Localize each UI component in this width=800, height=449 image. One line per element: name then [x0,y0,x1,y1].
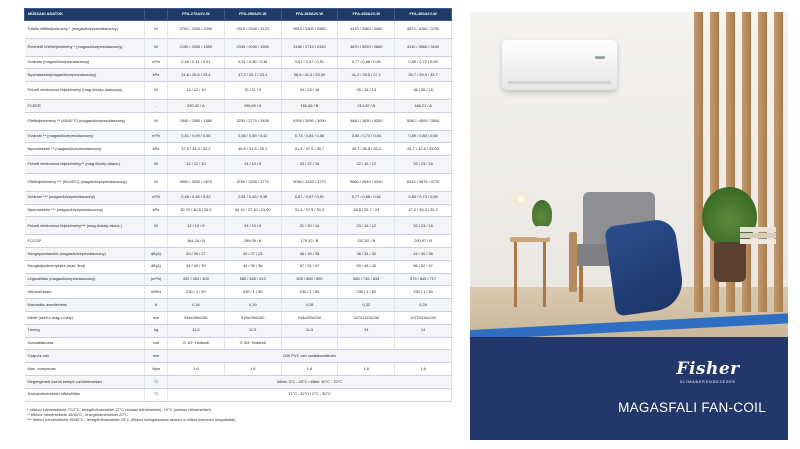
footnote: * hűtővíz hőmérséklete 7/12°C, levegőhőmérséklet 27°C (száraz hőmérséklet), 19°C (nedves hőmérséklet) [27,406,211,412]
value-cell: 37,5 / 34,9 / 30,2 [168,143,225,156]
unit-cell: - [145,99,168,112]
value-cell: 0,51 / 0,49 / 0,46 [168,130,225,143]
value-cell: 1,6 [224,363,281,376]
value-cell: 186,21 / A [395,99,452,112]
brochure-cover [470,12,788,440]
unit-cell: Mpa [145,363,168,376]
blue-blanket-image [604,218,686,317]
value-cell: 3870 / 3290 / 2860 [338,38,395,56]
table-row [25,56,452,69]
footnotes [24,407,451,423]
value-cell: 41,2 / 33,5 / 27,1 [338,69,395,82]
table-row [25,299,452,312]
parameter-label: Nyomásesés ** (magas/közepes/alacsony) [25,143,145,156]
value-cell: 492 / 454 / 400 [168,273,225,286]
value-cell: 31 / 20 / 14 [281,217,338,235]
parameter-label: FCEER [25,99,145,112]
parameter-label: Felvett elektromos teljesítmény** (mag./közép./alacs.) [25,156,145,174]
value-cell: 50 / 48 / 42 [338,260,395,273]
unit-cell: dB(A) [145,260,168,273]
unit-cell: W [145,82,168,100]
value-cell: 230,42 / A [168,99,225,112]
value-cell: 5060 / 4320 / 3770 [281,173,338,191]
small-plant-image [532,200,552,240]
unit-cell: W [145,173,168,191]
value-cell: 160,66 / B [281,99,338,112]
table-row [25,21,452,39]
parameter-label: Totális hűtőteljesítmény * (magas/közepes/alacsony) [25,21,145,39]
table-row [25,99,452,112]
value-cell: 184,34 / B [168,235,225,248]
value-cell: 915x290x230 [168,311,225,324]
value-cell: 40,6 / 31,5 / 25,1 [224,143,281,156]
value-cell: 11,5 [168,324,225,337]
parameter-label: Méret (széll.x mag.x mély) [25,311,145,324]
value-cell: 230 / 1 / 50 [338,286,395,299]
value-cell: 4470 / 3980 / 3480 [338,21,395,39]
value-cell: 13 / 12 / 10 [168,82,225,100]
brand-subtitle: KLÍMABERENDEZÉSEK [680,380,736,384]
value-cell: 36,8 / 29,7 / 24 [338,204,395,217]
unit-cell: kPa [145,69,168,82]
unit-cell: m³/h [145,191,168,204]
unit-cell: °C [145,375,168,388]
table-row [25,143,452,156]
unit-cell: kg [145,324,168,337]
parameter-label: Szobahőmérséklet hűtés/fűtés [25,388,145,401]
value-cell: 0,46 / 0,45 / 0,42 [168,191,225,204]
unit-cell: A [145,299,168,312]
value-cell: 0,67 / 0,57 / 0,51 [281,191,338,204]
value-cell [395,337,452,350]
table-row [25,69,452,82]
value-cell: 3760 / 3300 / 2770 [224,173,281,191]
parameter-label: Nyomásesés(magas/közepes/alacsony) [25,69,145,82]
value-cell: 2700 / 2390 / 2390 [168,21,225,39]
value-cell: 1072x315x230 [395,311,452,324]
unit-cell: kPa [145,143,168,156]
value-cell: 14 [395,324,452,337]
value-cell: 6310 / 5570 / 4770 [395,173,452,191]
value-cell: 33 / 23 / 16 [395,156,452,174]
column-header-model: FFA-270A2V-W [168,9,225,21]
value-cell: 22 / 16 / 12 [338,156,395,174]
value-cell: 1,6 [168,363,225,376]
unit-cell: W [145,156,168,174]
side-table-image [510,237,550,307]
spec-sheet [24,8,451,444]
unit-cell: (m³/h) [145,273,168,286]
value-cell: 230 / 1 / 50 [224,286,281,299]
value-cell: 915x290x230 [281,311,338,324]
value-cell: 1072x315x230 [338,311,395,324]
value-cell: 14 / 10 / 8 [224,156,281,174]
value-cell: 56,6 / 41,3 / 33,00 [281,69,338,82]
value-cell: 585 / 465 / 413 [224,273,281,286]
value-cell: 33 / 23 / 16 [395,217,452,235]
unit-cell: dB(A) [145,247,168,260]
value-cell: hűtés: 3°C - 20°C / fűtés: 30°C - 70°C [168,375,452,388]
value-cell: 50,7 / 39,9 / 33,7 [395,69,452,82]
value-cell: 0,67 / 0,57 / 0,51 [281,56,338,69]
air-conditioner-unit-image [502,40,617,90]
value-cell: 1,6 [281,363,338,376]
parameter-label: Vízáram ** (magas/közepes/alacsony) [25,130,145,143]
parameter-label: Maximális áramfelvétel [25,299,145,312]
value-cell: 37,2 / 29,7 / 23,4 [224,69,281,82]
value-cell [281,337,338,350]
unit-cell: mm [145,311,168,324]
spec-table-header [25,9,452,21]
value-cell: 0,85 / 0,72 / 0,65 [395,56,452,69]
parameter-label: Nyomásesés *** (magas/közepes/alacsony) [25,204,145,217]
value-cell: 3230 / 2770 / 2400 [224,112,281,130]
value-cell: 31,6 / 26,6 / 25,4 [168,69,225,82]
value-cell: 660 / 745 / 634 [338,273,395,286]
value-cell: 3990 / 3030 / 2670 [168,173,225,191]
value-cell: 51,7 / 42,6 / 33,00 [395,143,452,156]
parameter-label: Fűtőteljesítmény *** (50/45°C) (magas/közepes/alacsony) [25,173,145,191]
value-cell: 12 / 10 / 8 [168,217,225,235]
value-cell: 979 / 849 / 717 [395,273,452,286]
value-cell: 0,16 [168,299,225,312]
value-cell: 230 / 1 / 50 [281,286,338,299]
value-cell: G 1/2" Hollandi [168,337,225,350]
value-cell: 230 / 1 / 50 [168,286,225,299]
value-cell: 200,97 / B [395,235,452,248]
value-cell: 0,77 / 0,68 / 0,61 [338,56,395,69]
value-cell: 43,7 / 35,8 / 26,3 [338,143,395,156]
value-cell: 0,32 [338,299,395,312]
value-cell: 23 / 16 / 12 [338,217,395,235]
parameter-label: Csapvíz cső [25,350,145,363]
value-cell: 5660 / 4940 / 4240 [338,173,395,191]
value-cell: 34,10 / 27,10 / 21,00 [224,204,281,217]
value-cell: 0,39 [395,299,452,312]
value-cell: 2940 / 2500 / 1860 [168,112,225,130]
value-cell: 46 / 39 / 35 [281,247,338,260]
value-cell: 0,28 [281,299,338,312]
table-row [25,363,452,376]
value-cell: 17°C - 32°C / 0°C - 30°C [168,388,452,401]
table-row [25,350,452,363]
value-cell: 47,2 / 36,3 / 30,3 [395,204,452,217]
spec-table-body [25,21,452,402]
table-row [25,260,452,273]
table-row [25,191,452,204]
unit-cell: - [145,235,168,248]
value-cell: 0,73 / 0,64 / 0,56 [281,130,338,143]
title-band [470,337,788,440]
column-header-model: FFA-450A2V-W [338,9,395,21]
value-cell: 825 / 689 / 590 [281,273,338,286]
value-cell: 15 / 11 / 9 [224,82,281,100]
table-row [25,375,452,388]
parameter-label: Hangteljesítményszint (max. fent) [25,260,145,273]
column-header-unit [145,9,168,21]
value-cell: 11,5 [281,324,338,337]
value-cell: 4110 / 3560 / 3100 [395,38,452,56]
parameter-label: Tömeg [25,324,145,337]
books-image [740,227,776,247]
unit-cell: coll [145,337,168,350]
unit-cell: m³/h [145,56,168,69]
value-cell: 0,51 / 0,46 / 0,38 [224,56,281,69]
value-cell: 32,70 / 30,5 / 26,5 [168,204,225,217]
column-header-model: FFA-290A2V-W [224,9,281,21]
lamp-icon [514,192,528,206]
value-cell: 44 / 39 / 36 [224,260,281,273]
value-cell: 56 / 52 / 47 [395,260,452,273]
value-cell: 915x290x230 [224,311,281,324]
value-cell: 61,9 / 47,5 / 35,7 [281,143,338,156]
value-cell: 1,6 [395,363,452,376]
value-cell: 0,77 / 0,68 / 0,61 [338,191,395,204]
unit-cell: kPa [145,204,168,217]
table-row [25,311,452,324]
value-cell: 179,32 / B [281,235,338,248]
table-row [25,337,452,350]
value-cell: 0,89 / 0,80 / 0,68 [395,130,452,143]
value-cell: 44 / 40 / 36 [395,247,452,260]
value-cell [338,337,395,350]
value-cell: 3610 / 3300 / 2880 [281,21,338,39]
value-cell: 2330 / 2000 / 1650 [224,38,281,56]
unit-cell: W [145,112,168,130]
table-row [25,38,452,56]
value-cell: 2910 / 2540 / 2120 [224,21,281,39]
parameter-label: Légszállítás (magas/közepes/alacsony) [25,273,145,286]
parameter-label: Vízcsatlakozás [25,337,145,350]
value-cell: 12 / 12 / 10 [168,156,225,174]
value-cell: 0,46 / 0,41 / 0,41 [168,56,225,69]
value-cell: 44 / 40 / 39 [168,260,225,273]
parameter-label: Hangnyomásszint (magas/közepes/alacsony) [25,247,145,260]
value-cell: 0,56 / 0,49 / 0,42 [224,130,281,143]
table-row [25,273,452,286]
parameter-label: Vízáram (magas/közepes/alacsony) [25,56,145,69]
parameter-label: Felvett elektromos teljesítmény*** (mag./közép./alacs.) [25,217,145,235]
value-cell: 30 / 30 / 27 [168,247,225,260]
unit-cell: mm [145,350,168,363]
value-cell: 36 / 26 / 18 [395,82,452,100]
unit-cell: V/f/Hz [145,286,168,299]
table-row [25,130,452,143]
parameter-label: FCCOP [25,235,145,248]
parameter-label: Hálózati áram [25,286,145,299]
table-row [25,217,452,235]
value-cell: 26 / 18 / 13 [338,82,395,100]
value-cell: 0,84 / 0,73 / 0,64 [338,130,395,143]
unit-cell: W [145,21,168,39]
table-row [25,235,452,248]
value-cell: 4870 / 4260 / 3790 [395,21,452,39]
value-cell: 14 / 10 / 8 [224,217,281,235]
column-header-parameter: MŰSZAKI ADATOK [25,9,145,21]
value-cell: 33 / 22 / 16 [281,156,338,174]
value-cell: 269,05 / A [224,235,281,248]
table-row [25,247,452,260]
parameter-label: Vízáram *** (magas/közepes/alacsony) [25,191,145,204]
column-header-model: FFA-490A2V-W [395,9,452,21]
value-cell: 196,69 / A [224,99,281,112]
brand-name: Fisher [676,359,740,379]
table-row [25,82,452,100]
table-row [25,286,452,299]
value-cell: G 3/4" Hollandi [224,337,281,350]
value-cell: 4840 / 3830 / 3260 [338,112,395,130]
value-cell: 257,52 / B [338,235,395,248]
table-row [25,204,452,217]
unit-cell: °C [145,388,168,401]
brand-logo [658,359,758,384]
value-cell: 34 / 23 / 18 [281,82,338,100]
table-row [25,112,452,130]
value-cell: 1,6 [338,363,395,376]
value-cell: D20 PVC cső csatlakoztatható [168,350,452,363]
product-title: MAGASFALI FAN-COIL [618,400,766,415]
unit-cell: m³/h [145,130,168,143]
value-cell: 0,51 / 0,45 / 0,38 [224,191,281,204]
parameter-label: Felvett elektromos teljesítmény (mag./közép./alacsony) [25,82,145,100]
value-cell: 5280 / 4500 / 3500 [395,112,452,130]
parameter-label: Megengedett üzemi belépő vízhőmérséklet [25,375,145,388]
value-cell: 214,92 / A [338,99,395,112]
value-cell: 51,9 / 37,9 / 30,3 [281,204,338,217]
value-cell: 3180 / 2710 / 2310 [281,38,338,56]
value-cell: 30 / 27 / 23 [224,247,281,260]
table-row [25,388,452,401]
table-row [25,173,452,191]
value-cell: 0,19 [224,299,281,312]
parameter-label: Fűtőteljesítmény ** (45/40°C) (magas/közepes/alacsony) [25,112,145,130]
value-cell: 36 / 34 / 30 [338,247,395,260]
column-header-model: FFA-360A2V-W [281,9,338,21]
value-cell: 4300 / 3690 / 3090 [281,112,338,130]
value-cell: 230 / 1 / 50 [395,286,452,299]
value-cell: 11,5 [224,324,281,337]
value-cell: 57 / 51 / 47 [281,260,338,273]
unit-cell: W [145,38,168,56]
table-row [25,324,452,337]
value-cell: 0,85 / 0,73 / 0,65 [395,191,452,204]
spec-table [24,8,452,402]
parameter-label: Érezhető hűtőteljesítmény * (magas/közepes/alacsony) [25,38,145,56]
parameter-label: Max. víznyomás [25,363,145,376]
value-cell: 2150 / 2030 / 1850 [168,38,225,56]
table-row [25,156,452,174]
value-cell: 14 [338,324,395,337]
footnote: ** fűtővíz hőmérséklete 45/40°C , levegőhőmérséklet 20°C [27,411,128,417]
unit-cell: W [145,217,168,235]
footnote: *** fűtővíz hőmérséklete 50/45°C , levegőhőmérséklet 20°C (fűtővíz tárfogatárama azonos a hűtési üzemben megadottal) [27,417,236,423]
